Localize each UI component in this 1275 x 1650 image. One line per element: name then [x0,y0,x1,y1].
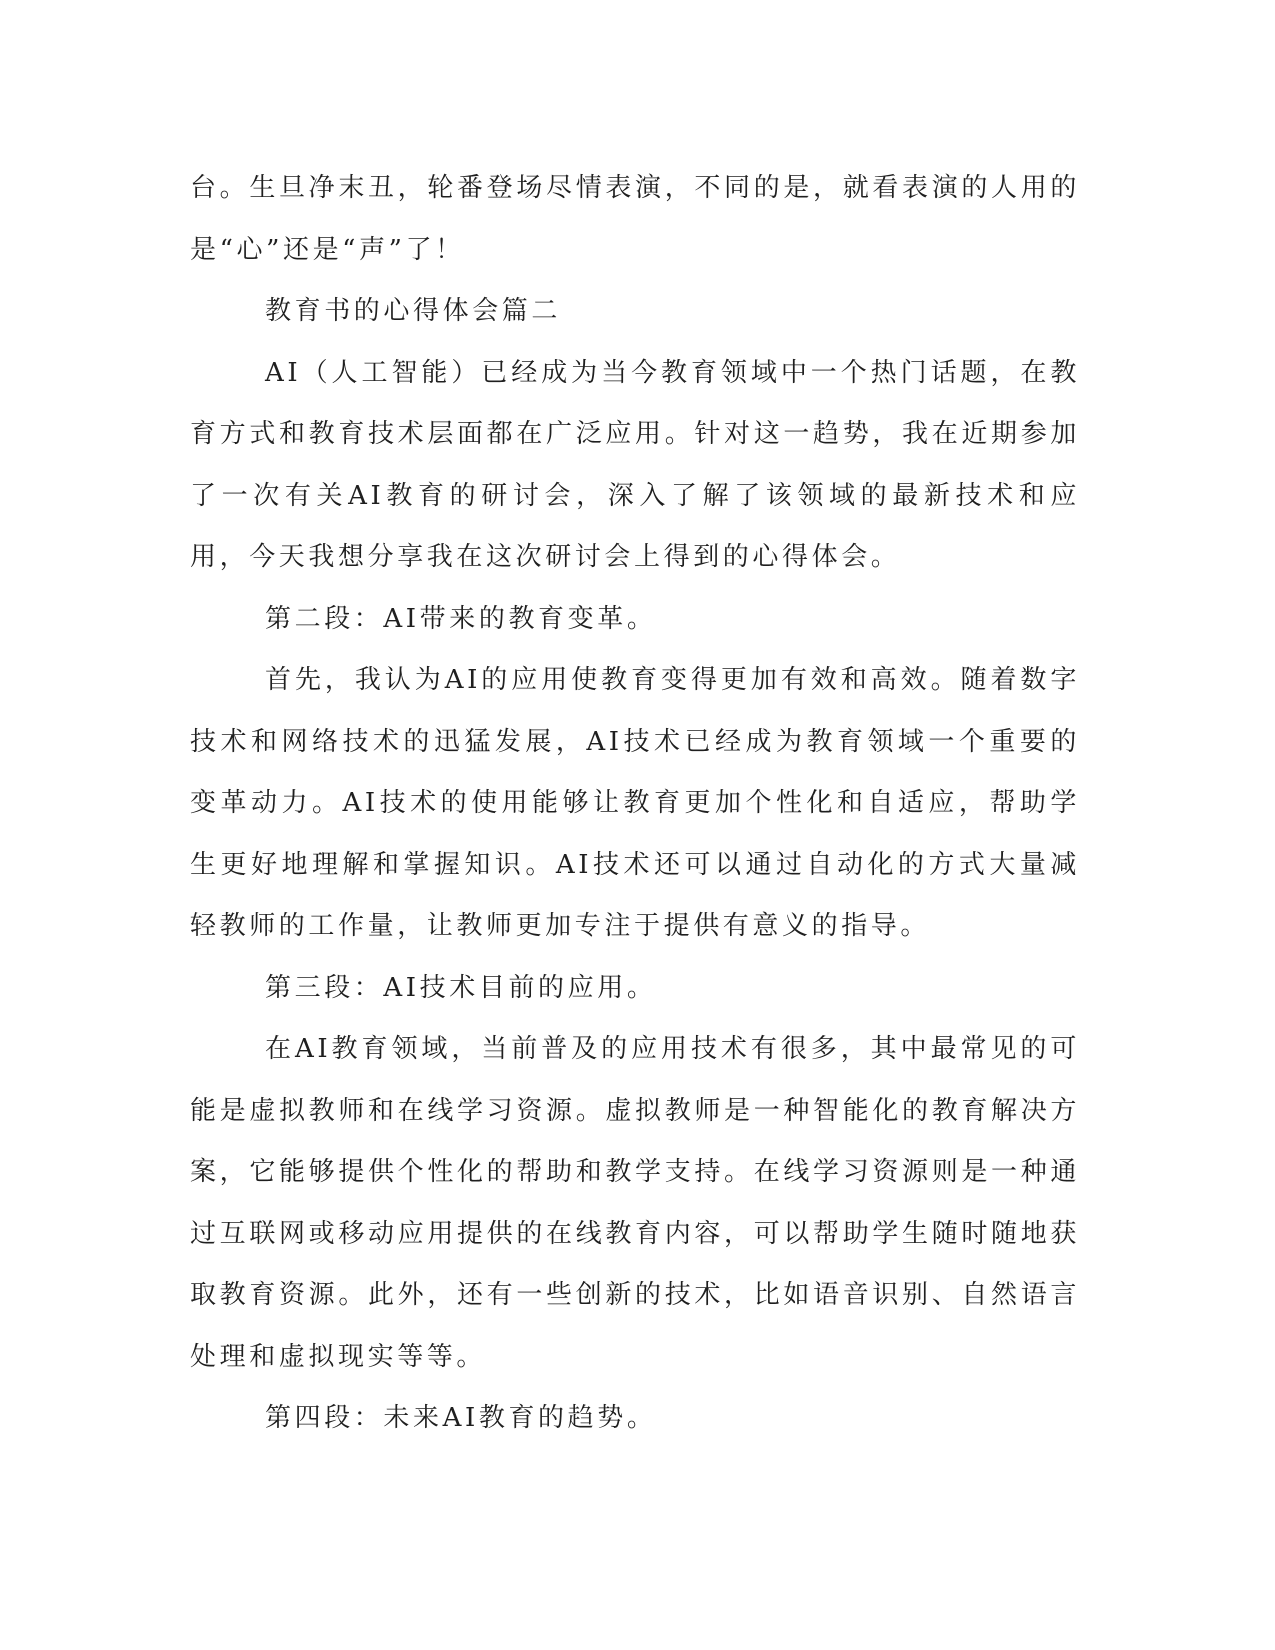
section-heading-3: 第三段：AI技术目前的应用。 [265,972,657,1003]
paragraph-continuation: 台。生旦净末丑，轮番登场尽情表演，不同的是，就看表演的人用的是“心”还是“声”了！ [190,173,1080,265]
document-body [190,158,1080,1450]
paragraph-2: 首先，我认为AI的应用使教育变得更加有效和高效。随着数字技术和网络技术的迅猛发展，AI技术已经成为教育领域一个重要的变革动力。AI技术的使用能够让教育更加个性化和自适应，帮助学生更好地理解和掌握知识。AI技术还可以通过自动化的方式大量减轻教师的工作量，让教师更加专注于提供有意义的指导。 [190,665,1080,941]
section-heading-2: 第二段：AI带来的教育变革。 [265,603,657,634]
section-heading-4: 第四段：未来AI教育的趋势。 [265,1403,657,1433]
paragraph-3: 在AI教育领域，当前普及的应用技术有很多，其中最常见的可能是虚拟教师和在线学习资源。虚拟教师是一种智能化的教育解决方案，它能够提供个性化的帮助和教学支持。在线学习资源则是一种通过互联网或移动应用提供的在线教育内容，可以帮助学生随时随地获取教育资源。此外，还有一些创新的技术，比如语音识别、自然语言处理和虚拟现实等等。 [190,1034,1080,1372]
section-title: 教育书的心得体会篇二 [265,296,562,326]
paragraph-intro: AI（人工智能）已经成为当今教育领域中一个热门话题，在教育方式和教育技术层面都在广泛应用。针对这一趋势，我在近期参加了一次有关AI教育的研讨会，深入了解了该领域的最新技术和应用，今天我想分享我在这次研讨会上得到的心得体会。 [190,357,1080,572]
